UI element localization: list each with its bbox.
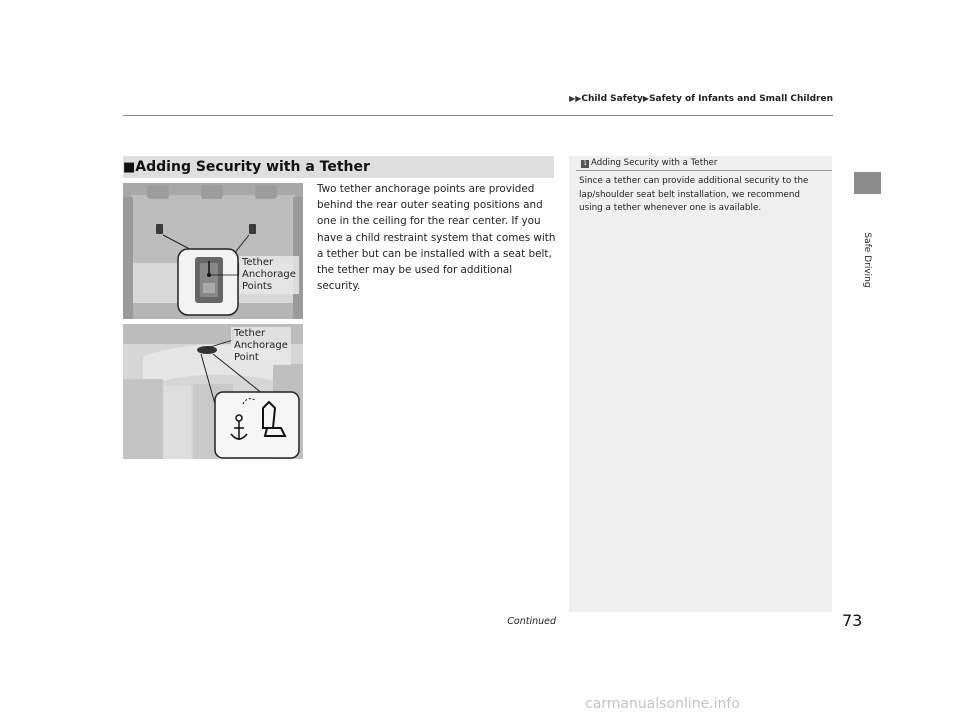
side-note-panel — [569, 156, 832, 612]
section-title: Adding Security with a Tether — [135, 159, 370, 175]
breadcrumb — [520, 94, 833, 104]
tether-anchorage-points-callout: Tether Anchorage Points — [239, 256, 299, 294]
watermark-logo: carmanualsonline.info — [585, 696, 740, 712]
side-note-divider — [576, 170, 832, 171]
continued-label: Continued — [507, 616, 556, 627]
square-bullet-icon: ■ — [123, 160, 136, 175]
page-number: 73 — [842, 611, 863, 630]
arrow-icon: ▶ — [642, 94, 650, 103]
reference-icon: 1 — [581, 160, 589, 168]
breadcrumb-item-child-safety[interactable]: Child Safety — [581, 94, 643, 104]
chapter-tab-marker — [854, 172, 881, 194]
tether-anchorage-point-callout: Tether Anchorage Point — [231, 327, 291, 365]
chapter-tab-label: Safe Driving — [862, 232, 872, 288]
header-divider — [123, 115, 833, 116]
section-heading — [123, 156, 370, 178]
section-body: Two tether anchorage points are provided behind the rear outer seating positions and one in the ceiling for the rear center. If you have a child restraint system that comes with a tether but can be installed with a seat belt, the tether may be used for additional security. — [317, 183, 556, 293]
breadcrumb-item-infants[interactable]: Safety of Infants and Small Children — [649, 94, 833, 104]
side-note-title: 1 Adding Security with a Tether — [581, 158, 717, 168]
rear-seat-tether-points-figure — [123, 183, 303, 319]
double-arrow-icon: ▶▶ — [569, 94, 582, 103]
side-note-body: Since a tether can provide additional security to the lap/shoulder seat belt installation, we recommend using a tether whenever one is available. — [579, 176, 809, 213]
